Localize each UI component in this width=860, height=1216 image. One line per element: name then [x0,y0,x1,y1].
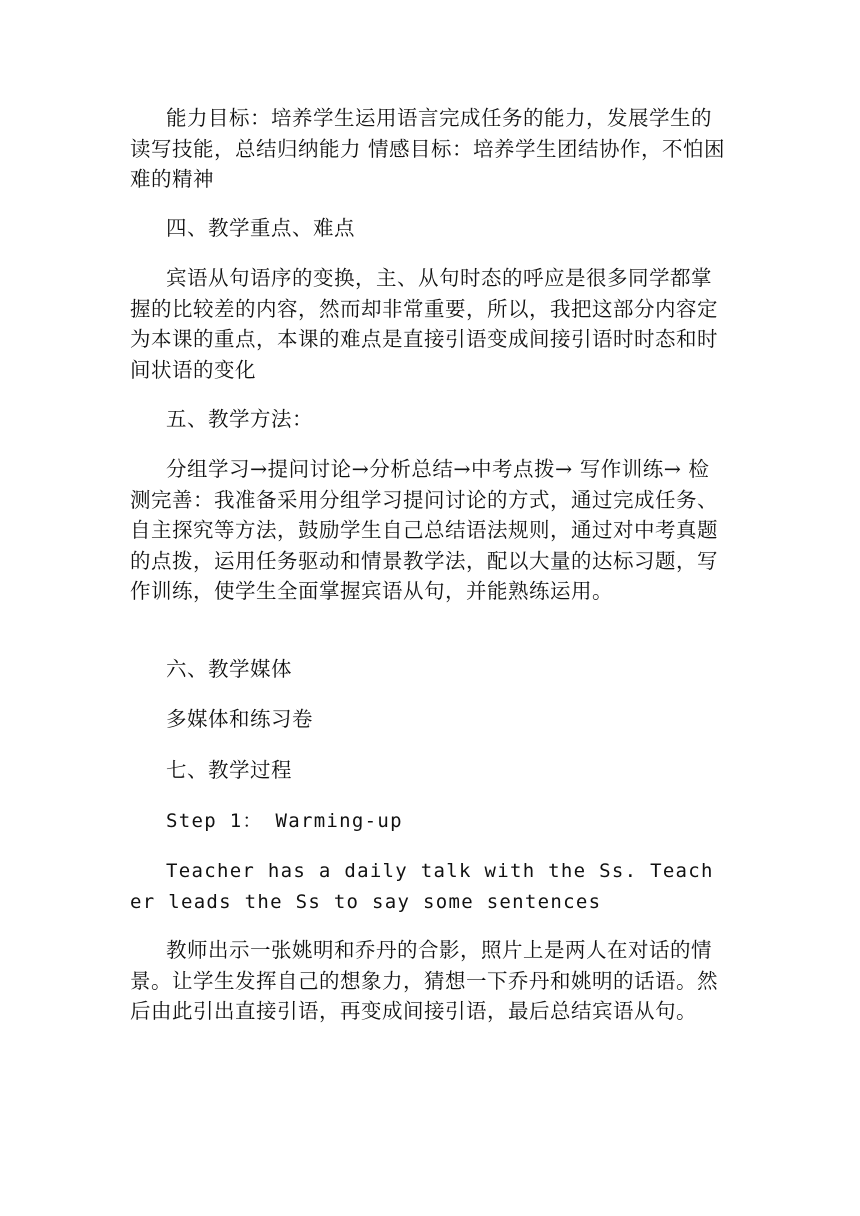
heading-key-points: 四、教学重点、难点 [166,216,355,240]
heading-teaching-methods: 五、教学方法： [166,407,313,431]
paragraph-photo-activity: 教师出示一张姚明和乔丹的合影，照片上是两人在对话的情景。让学生发挥自己的想象力，猜想一下乔丹和姚明的话语。然后由此引出直接引语，再变成间接引语，最后总结宾语从句。 [130,938,718,1023]
paragraph-ability-goals: 能力目标：培养学生运用语言完成任务的能力，发展学生的读写技能，总结归纳能力 情感目标：培养学生团结协作，不怕困难的精神 [130,106,726,191]
paragraph-teaching-media: 多媒体和练习卷 [166,707,313,731]
heading-teaching-media: 六、教学媒体 [166,657,292,681]
step-1-heading: Step 1： Warming-up [166,810,403,832]
heading-teaching-process: 七、教学过程 [166,758,292,782]
paragraph-teaching-methods: 分组学习→提问讨论→分析总结→中考点拨→ 写作训练→ 检测完善：我准备采用分组学习提问讨论的方式，通过完成任务、自主探究等方法，鼓励学生自己总结语法规则，通过对中考真题的点拨，运用任务驱动和情景教学法，配以大量的达标习题，写作训练，使学生全面掌握宾语从句，并能熟练运用。 [130,457,718,603]
paragraph-warming-up: Teacher has a daily talk with the Ss. Teacher leads the Ss to say some sentences [130,860,714,913]
paragraph-key-points: 宾语从句语序的变换，主、从句时态的呼应是很多同学都掌握的比较差的内容，然而却非常重要，所以，我把这部分内容定为本课的重点，本课的难点是直接引语变成间接引语时时态和时间状语的变化 [130,266,718,382]
